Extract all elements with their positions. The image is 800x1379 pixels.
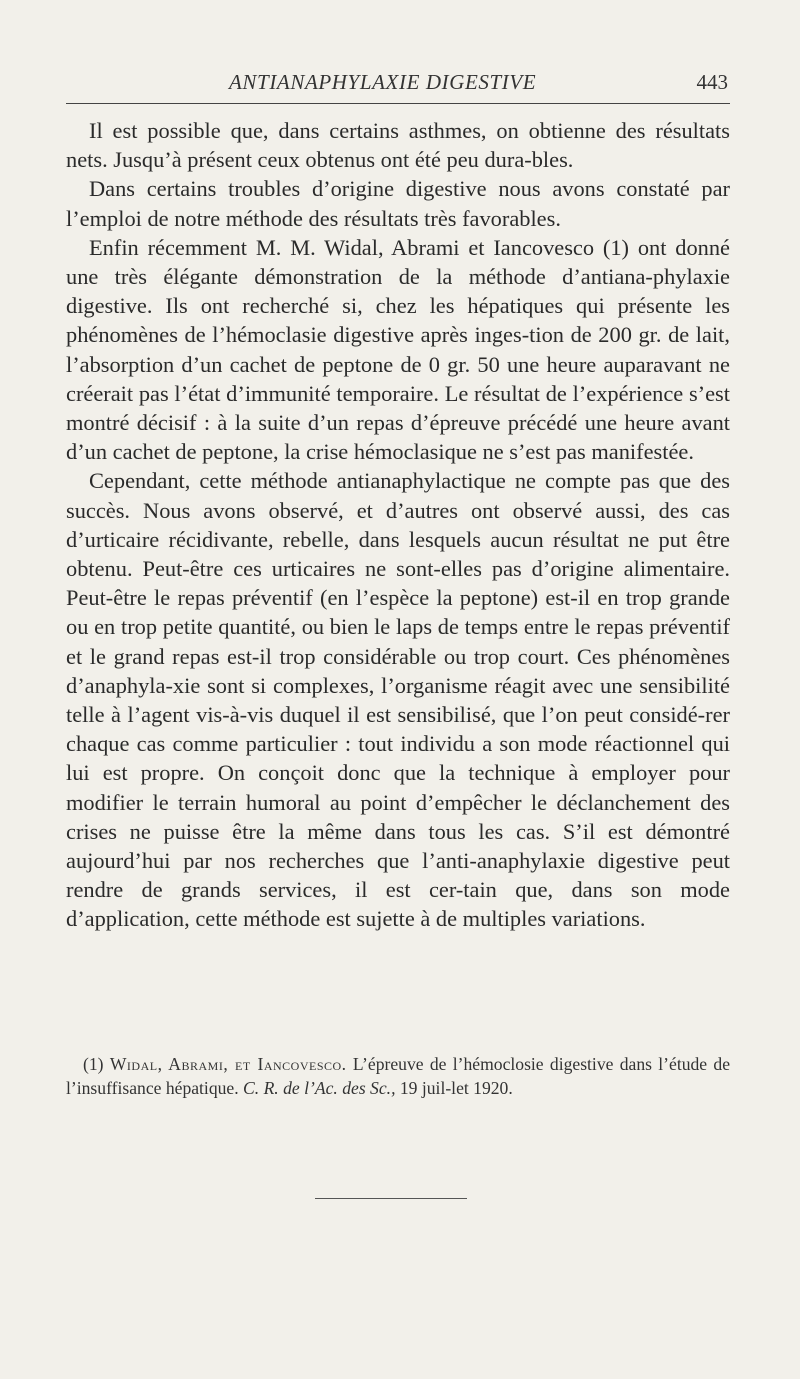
paragraph-3: Enfin récemment M. M. Widal, Abrami et Iancovesco (1) ont donné une très élégante démonstration de la méthode d’antiana-phylaxie digestive. Ils ont recherché si, chez les hépatiques qui présente les phénomènes de l’hémoclasie digestive après inges-tion de 200 gr. de lait, l’absorption d’un cachet de peptone de 0 gr. 50 une heure auparavant ne créerait pas l’état d’immunité temporaire. Le résultat de l’expérience s’est montré décisif : à la suite d’un repas d’épreuve précédé une heure avant d’un cachet de peptone, la crise hémoclasique ne s’est pas manifestée. xyxy=(66,234,730,465)
paragraph-4: Cependant, cette méthode antianaphylactique ne compte pas que des succès. Nous avons observé, et d’autres ont observé aussi, des cas d’urticaire récidivante, rebelle, dans lesquels aucun résultat ne put être obtenu. Peut-être ces urticaires ne sont-elles pas d’origine alimentaire. Peut-être le repas préventif (en l’espèce la peptone) est-il en trop grande ou en trop petite quantité, ou bien le laps de temps entre le repas préventif et le grand repas est-il trop considérable ou trop court. Ces phénomènes d’anaphyla-xie sont si complexes, l’organisme réagit avec une sensibilité telle à l’agent vis-à-vis duquel il est sensibilisé, que l’on peut considé-rer chaque cas comme particulier : tout individu a son mode réactionnel qui lui est propre. On conçoit donc que la technique à employer pour modifier le terrain humoral au point d’empêcher le déclanchement des crises ne puisse être la même dans tous les cas. S’il est démontré aujourd’hui par nos recherches que l’anti-anaphylaxie digestive peut rendre de grands services, il est cer-tain que, dans son mode d’application, cette méthode est sujette à de multiples variations. xyxy=(66,468,730,932)
body-text xyxy=(66,116,730,934)
footnote-marker: (1) xyxy=(83,1054,104,1074)
end-rule xyxy=(315,1198,467,1199)
footnote-text xyxy=(66,1053,730,1100)
footnote-journal: C. R. de l’Ac. des Sc., xyxy=(243,1077,396,1098)
header-rule xyxy=(66,103,730,104)
footnote-date: 19 juil-let 1920. xyxy=(399,1077,513,1098)
footnote-title: L’épreuve de l’hémoclosie digestive dans l’étude de l’insuffisance hépatique. xyxy=(66,1054,730,1098)
paragraph-1: Il est possible que, dans certains asthmes, on obtienne des résultats nets. Jusqu’à présent ceux obtenus ont été peu dura-bles. xyxy=(66,118,730,173)
paragraph-2: Dans certains troubles d’origine digestive nous avons constaté par l’emploi de notre méthode des résultats très favorables. xyxy=(66,176,730,231)
page-header xyxy=(66,68,730,102)
running-title: ANTIANAPHYLAXIE DIGESTIVE xyxy=(229,70,537,94)
footnote xyxy=(66,1053,730,1100)
footnote-authors: Widal, Abrami, et Iancovesco. xyxy=(109,1054,347,1074)
page-number: 443 xyxy=(696,70,728,94)
